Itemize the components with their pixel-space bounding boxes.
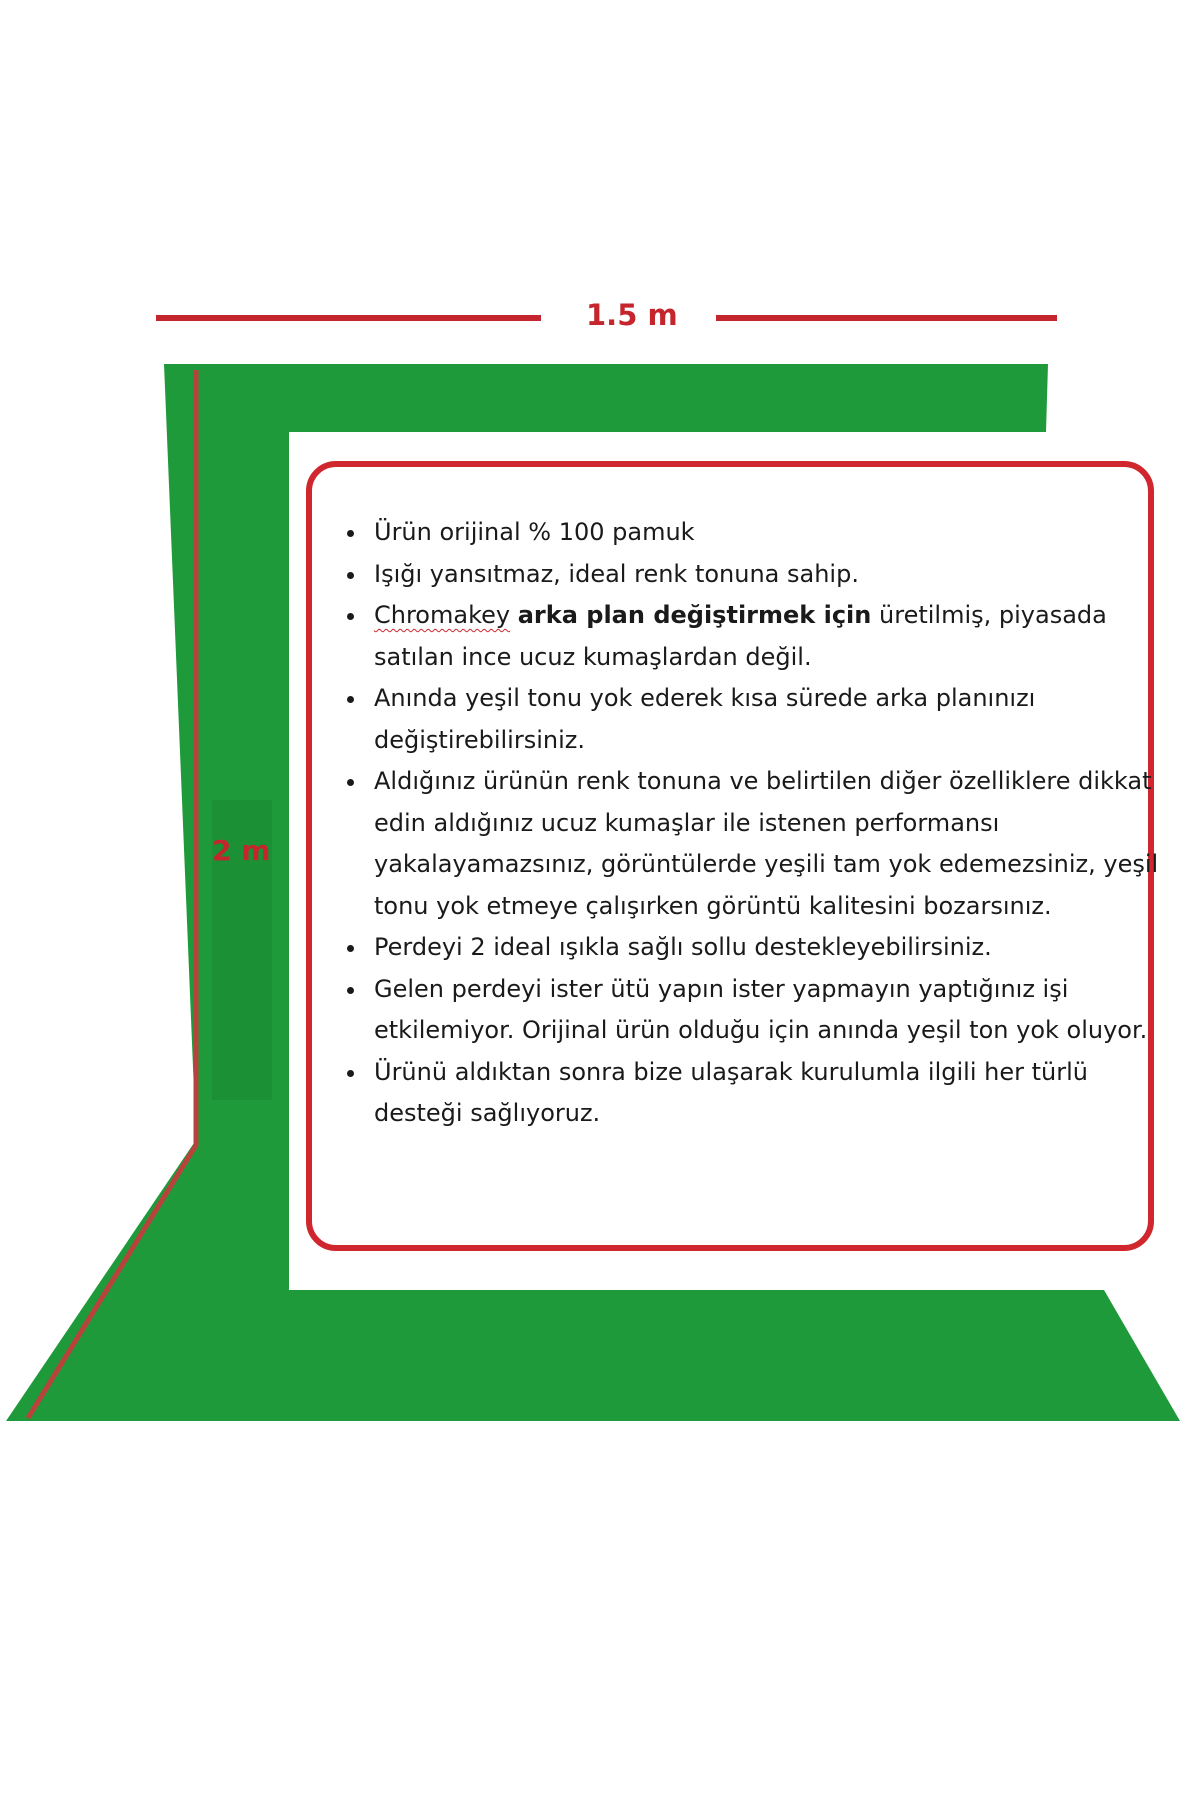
feature-prefix: Chromakey: [374, 601, 511, 629]
feature-text: Ürün orijinal % 100 pamuk: [374, 518, 695, 546]
feature-text: Gelen perdeyi ister ütü yapın ister yapmayın yaptığınız işi etkilemiyor. Orijinal ürün olduğu için anında yeşil ton yok oluyor.: [374, 974, 1148, 1044]
list-item: [368, 1052, 1168, 1135]
list-item: [368, 554, 1168, 596]
feature-bold: arka plan değiştirmek için: [517, 601, 872, 629]
feature-text: Işığı yansıtmaz, ideal renk tonuna sahip.: [374, 559, 859, 588]
feature-text: Anında yeşil tonu yok ederek kısa sürede arka planınızı değiştirebilirsiniz.: [374, 684, 1036, 754]
feature-text: Ürünü aldıktan sonra bize ulaşarak kurulumla ilgili her türlü desteği sağlıyoruz.: [374, 1057, 1088, 1127]
height-dimension-label: 2 m: [212, 834, 271, 867]
list-item: [368, 512, 1168, 554]
list-item: [368, 927, 1168, 969]
width-dimension-label: 1.5 m: [586, 298, 678, 332]
feature-list: [338, 512, 1168, 1135]
feature-text: Aldığınız ürünün renk tonuna ve belirtilen diğer özelliklere dikkat edin aldığınız ucuz kumaşlar ile istenen performansı yakalayamazsınız, görüntülerde yeşili tam yok edemezsiniz, yeşil tonu yok etmeye çalışırken görüntü kalitesini bozarsınız.: [374, 767, 1159, 920]
list-item: [368, 761, 1168, 927]
list-item: [368, 678, 1168, 761]
feature-text: Perdeyi 2 ideal ışıkla sağlı sollu destekleyebilirsiniz.: [374, 933, 992, 961]
feature-text: üretilmiş, piyasada satılan ince ucuz kumaşlardan değil.: [374, 601, 1107, 671]
list-item: [368, 595, 1168, 678]
list-item: [368, 969, 1168, 1052]
